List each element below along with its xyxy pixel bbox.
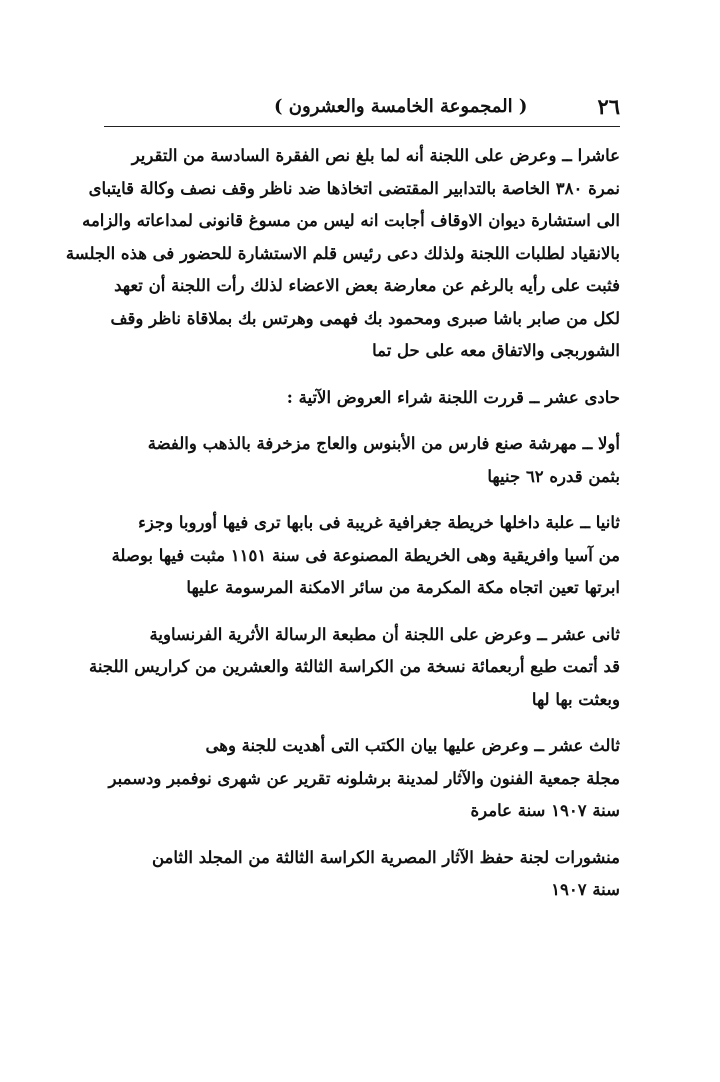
text-line: الى استشارة ديوان الاوقاف أجابت انه ليس من مسوغ قانونى لمداعاته والزامه (82, 211, 620, 230)
paragraph-gap (100, 493, 620, 507)
text-line: بالانقياد لطلبات اللجنة ولذلك دعى رئيس قلم الاستشارة للحضور فى هذه الجلسة (65, 243, 620, 263)
text-line: حادى عشر ــ قررت اللجنة شراء العروض الآتية : (286, 387, 620, 407)
text-line: وبعثت بها لها (531, 689, 620, 709)
paragraph-gap (100, 414, 620, 428)
text-line: قد أتمت طبع أربعمائة نسخة من الكراسة الثالثة والعشرين من كراريس اللجنة (88, 657, 620, 676)
text-line: فثبت على رأيه بالرغم عن معارضة بعض الاعضاء لذلك رأت اللجنة أن تعهد (114, 276, 620, 295)
paragraph-gap (100, 605, 620, 619)
paragraph-gap (100, 716, 620, 730)
text-line: منشورات لجنة حفظ الآثار المصرية الكراسة الثالثة من المجلد الثامن (151, 847, 620, 867)
text-line: سنة ١٩٠٧ (551, 880, 620, 899)
text-line: نمرة ٣٨٠ الخاصة بالتدابير المقتضى اتخاذها ضد ناظر وقف نصف وكالة قايتباى (88, 178, 620, 198)
text-line: ابرتها تعين اتجاه مكة المكرمة من سائر الامكنة المرسومة عليها (186, 578, 620, 597)
text-line: الشوربجى والاتفاق معه على حل تما (372, 341, 620, 360)
running-title: ( المجموعة الخامسة والعشرون ) (274, 95, 528, 117)
text-line: عاشرا ــ وعرض على اللجنة أنه لما بلغ نص الفقرة السادسة من التقرير (131, 146, 620, 165)
text-line: ثانى عشر ــ وعرض على اللجنة أن مطبعة الرسالة الأثرية الفرنساوية (149, 624, 620, 644)
text-line: ثانيا ــ علبة داخلها خريطة جغرافية غريبة فى بابها ترى فيها أوروبا وجزء (138, 513, 620, 532)
text-line: مجلة جمعية الفنون والآثار لمدينة برشلونه تقرير عن شهرى نوفمبر ودسمبر (108, 768, 620, 788)
body-text (65, 140, 620, 907)
text-line: ثالث عشر ــ وعرض عليها بيان الكتب التى أهديت للجنة وهى (205, 736, 620, 755)
text-line: بثمن قدره ٦٢ جنيها (487, 466, 620, 486)
text-line: أولا ــ مهرشة صنع فارس من الأبنوس والعاج مزخرفة بالذهب والفضة (147, 434, 620, 453)
paragraph-gap (100, 828, 620, 842)
page-number: ٢٦ (597, 93, 620, 119)
page-header (102, 88, 620, 124)
text-line: سنة ١٩٠٧ سنة عامرة (470, 801, 620, 820)
text-line: من آسيا وافريقية وهى الخريطة المصنوعة فى سنة ١١٥١ مثبت فيها بوصلة (111, 545, 620, 565)
header-rule (104, 126, 620, 127)
text-line: لكل من صابر باشا صبرى ومحمود بك فهمى وهرتس بك بملاقاة ناظر وقف (110, 308, 620, 328)
paragraph-gap (100, 368, 620, 382)
